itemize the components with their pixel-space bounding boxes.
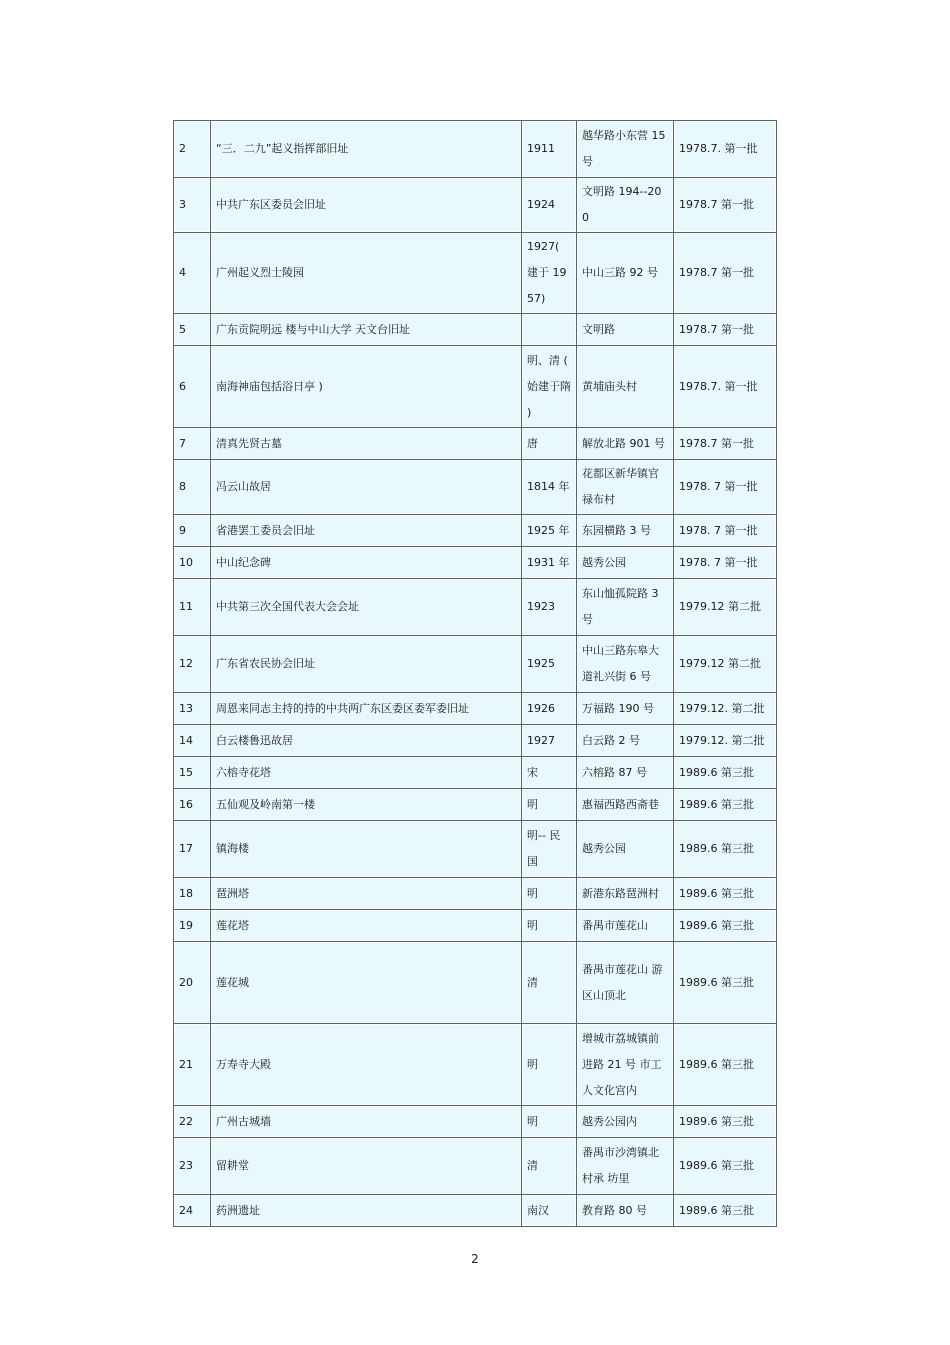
cell-location: 教育路 80 号	[577, 1195, 673, 1226]
table-row	[174, 725, 776, 756]
cell-date: 1978.7 第一批	[674, 233, 776, 313]
table-row	[174, 314, 776, 345]
cell-location: 解放北路 901 号	[577, 428, 673, 459]
cell-name: 五仙观及岭南第一楼	[211, 789, 521, 820]
cell-date: 1989.6 第三批	[674, 1106, 776, 1137]
table-row	[174, 579, 776, 635]
cell-date: 1989.6 第三批	[674, 789, 776, 820]
table-row	[174, 428, 776, 459]
cell-date: 1989.6 第三批	[674, 757, 776, 788]
cell-name: 周恩来同志主持的持的中共两广东区委区委军委旧址	[211, 693, 521, 724]
cell-name: 镇海楼	[211, 821, 521, 877]
cell-era: 1926	[522, 693, 576, 724]
cell-era: 明	[522, 789, 576, 820]
cell-date: 1989.6 第三批	[674, 821, 776, 877]
cell-date: 1978.7 第一批	[674, 428, 776, 459]
cell-era: 1814 年	[522, 460, 576, 514]
cell-date: 1978.7 第一批	[674, 178, 776, 232]
cell-number: 10	[174, 547, 210, 578]
cell-name: 清真先贤古墓	[211, 428, 521, 459]
cell-era: 1924	[522, 178, 576, 232]
cell-name: 南海神庙包括浴日亭 )	[211, 346, 521, 427]
cell-number: 15	[174, 757, 210, 788]
cell-name: 万寿寺大殿	[211, 1024, 521, 1105]
cell-date: 1978.7 第一批	[674, 314, 776, 345]
cell-number: 8	[174, 460, 210, 514]
cell-number: 22	[174, 1106, 210, 1137]
cell-location: 增城市荔城镇前进路 21 号 市工人文化宫内	[577, 1024, 673, 1105]
table-row	[174, 942, 776, 1023]
cell-name: 琶洲塔	[211, 878, 521, 909]
table-row	[174, 821, 776, 877]
table-row	[174, 636, 776, 692]
cell-location: 中山三路东皋大道礼兴街 6 号	[577, 636, 673, 692]
cell-era: 南汉	[522, 1195, 576, 1226]
cell-location: 六榕路 87 号	[577, 757, 673, 788]
table-row	[174, 693, 776, 724]
cell-name: “三．二九”起义指挥部旧址	[211, 121, 521, 177]
table-row	[174, 1195, 776, 1226]
cell-location: 中山三路 92 号	[577, 233, 673, 313]
cell-date: 1989.6 第三批	[674, 942, 776, 1023]
cell-number: 17	[174, 821, 210, 877]
cell-era: 1927( 建于 1957)	[522, 233, 576, 313]
cell-date: 1989.6 第三批	[674, 910, 776, 941]
cell-number: 19	[174, 910, 210, 941]
cell-era: 1911	[522, 121, 576, 177]
cell-number: 3	[174, 178, 210, 232]
cell-era: 宋	[522, 757, 576, 788]
cell-number: 21	[174, 1024, 210, 1105]
cell-location: 新港东路琶洲村	[577, 878, 673, 909]
heritage-table	[173, 120, 777, 1227]
cell-date: 1979.12 第二批	[674, 636, 776, 692]
table-row	[174, 1024, 776, 1105]
cell-name: 白云楼鲁迅故居	[211, 725, 521, 756]
cell-era: 1923	[522, 579, 576, 635]
cell-name: 广州起义烈士陵园	[211, 233, 521, 313]
cell-location: 番禺市莲花山 游区山顶北	[577, 942, 673, 1023]
cell-location: 番禺市沙湾镇北村承 坊里	[577, 1138, 673, 1194]
cell-number: 11	[174, 579, 210, 635]
cell-era: 明	[522, 1106, 576, 1137]
cell-number: 18	[174, 878, 210, 909]
table-row	[174, 789, 776, 820]
cell-era: 清	[522, 1138, 576, 1194]
cell-location: 黄埔庙头村	[577, 346, 673, 427]
cell-era: 明	[522, 1024, 576, 1105]
table-row	[174, 1138, 776, 1194]
cell-name: 广东贡院明远 楼与中山大学 天文台旧址	[211, 314, 521, 345]
cell-name: 中山纪念碑	[211, 547, 521, 578]
cell-number: 4	[174, 233, 210, 313]
cell-era	[522, 314, 576, 345]
cell-number: 6	[174, 346, 210, 427]
cell-location: 万福路 190 号	[577, 693, 673, 724]
cell-era: 唐	[522, 428, 576, 459]
cell-location: 白云路 2 号	[577, 725, 673, 756]
cell-location: 花都区新华镇官禄布村	[577, 460, 673, 514]
table-row	[174, 178, 776, 232]
cell-number: 14	[174, 725, 210, 756]
cell-era: 1925	[522, 636, 576, 692]
cell-location: 越秀公园	[577, 547, 673, 578]
cell-name: 广州古城墙	[211, 1106, 521, 1137]
cell-location: 番禺市莲花山	[577, 910, 673, 941]
cell-name: 冯云山故居	[211, 460, 521, 514]
cell-era: 明、清 ( 始建于隋 )	[522, 346, 576, 427]
cell-era: 明-- 民国	[522, 821, 576, 877]
cell-location: 东山恤孤院路 3号	[577, 579, 673, 635]
cell-name: 中共广东区委员会旧址	[211, 178, 521, 232]
table-row	[174, 757, 776, 788]
cell-date: 1978. 7 第一批	[674, 515, 776, 546]
cell-number: 7	[174, 428, 210, 459]
cell-date: 1989.6 第三批	[674, 1024, 776, 1105]
page-number: 2	[471, 1252, 479, 1266]
cell-date: 1989.6 第三批	[674, 1195, 776, 1226]
table-row	[174, 547, 776, 578]
cell-era: 1925 年	[522, 515, 576, 546]
cell-date: 1989.6 第三批	[674, 878, 776, 909]
cell-era: 明	[522, 910, 576, 941]
cell-number: 13	[174, 693, 210, 724]
cell-date: 1978.7. 第一批	[674, 121, 776, 177]
cell-location: 越秀公园内	[577, 1106, 673, 1137]
cell-name: 莲花塔	[211, 910, 521, 941]
cell-name: 省港罢工委员会旧址	[211, 515, 521, 546]
table-row	[174, 1106, 776, 1137]
cell-number: 12	[174, 636, 210, 692]
cell-date: 1978. 7 第一批	[674, 547, 776, 578]
cell-location: 越秀公园	[577, 821, 673, 877]
cell-date: 1979.12. 第二批	[674, 725, 776, 756]
table-row	[174, 121, 776, 177]
cell-number: 9	[174, 515, 210, 546]
table-row	[174, 233, 776, 313]
cell-location: 惠福西路西斋巷	[577, 789, 673, 820]
cell-name: 莲花城	[211, 942, 521, 1023]
cell-era: 清	[522, 942, 576, 1023]
table-row	[174, 460, 776, 514]
cell-date: 1979.12. 第二批	[674, 693, 776, 724]
cell-number: 2	[174, 121, 210, 177]
cell-name: 广东省农民协会旧址	[211, 636, 521, 692]
cell-number: 20	[174, 942, 210, 1023]
cell-number: 23	[174, 1138, 210, 1194]
cell-date: 1978. 7 第一批	[674, 460, 776, 514]
table-row	[174, 515, 776, 546]
cell-number: 16	[174, 789, 210, 820]
cell-era: 1927	[522, 725, 576, 756]
cell-era: 明	[522, 878, 576, 909]
table-row	[174, 878, 776, 909]
cell-date: 1978.7. 第一批	[674, 346, 776, 427]
cell-number: 24	[174, 1195, 210, 1226]
cell-name: 留耕堂	[211, 1138, 521, 1194]
table-row	[174, 346, 776, 427]
cell-location: 文明路	[577, 314, 673, 345]
cell-name: 药洲遗址	[211, 1195, 521, 1226]
cell-date: 1989.6 第三批	[674, 1138, 776, 1194]
cell-name: 六榕寺花塔	[211, 757, 521, 788]
cell-name: 中共第三次全国代表大会会址	[211, 579, 521, 635]
cell-date: 1979.12 第二批	[674, 579, 776, 635]
cell-location: 东园横路 3 号	[577, 515, 673, 546]
table-row	[174, 910, 776, 941]
cell-number: 5	[174, 314, 210, 345]
cell-location: 文明路 194--200	[577, 178, 673, 232]
cell-era: 1931 年	[522, 547, 576, 578]
cell-location: 越华路小东营 15号	[577, 121, 673, 177]
